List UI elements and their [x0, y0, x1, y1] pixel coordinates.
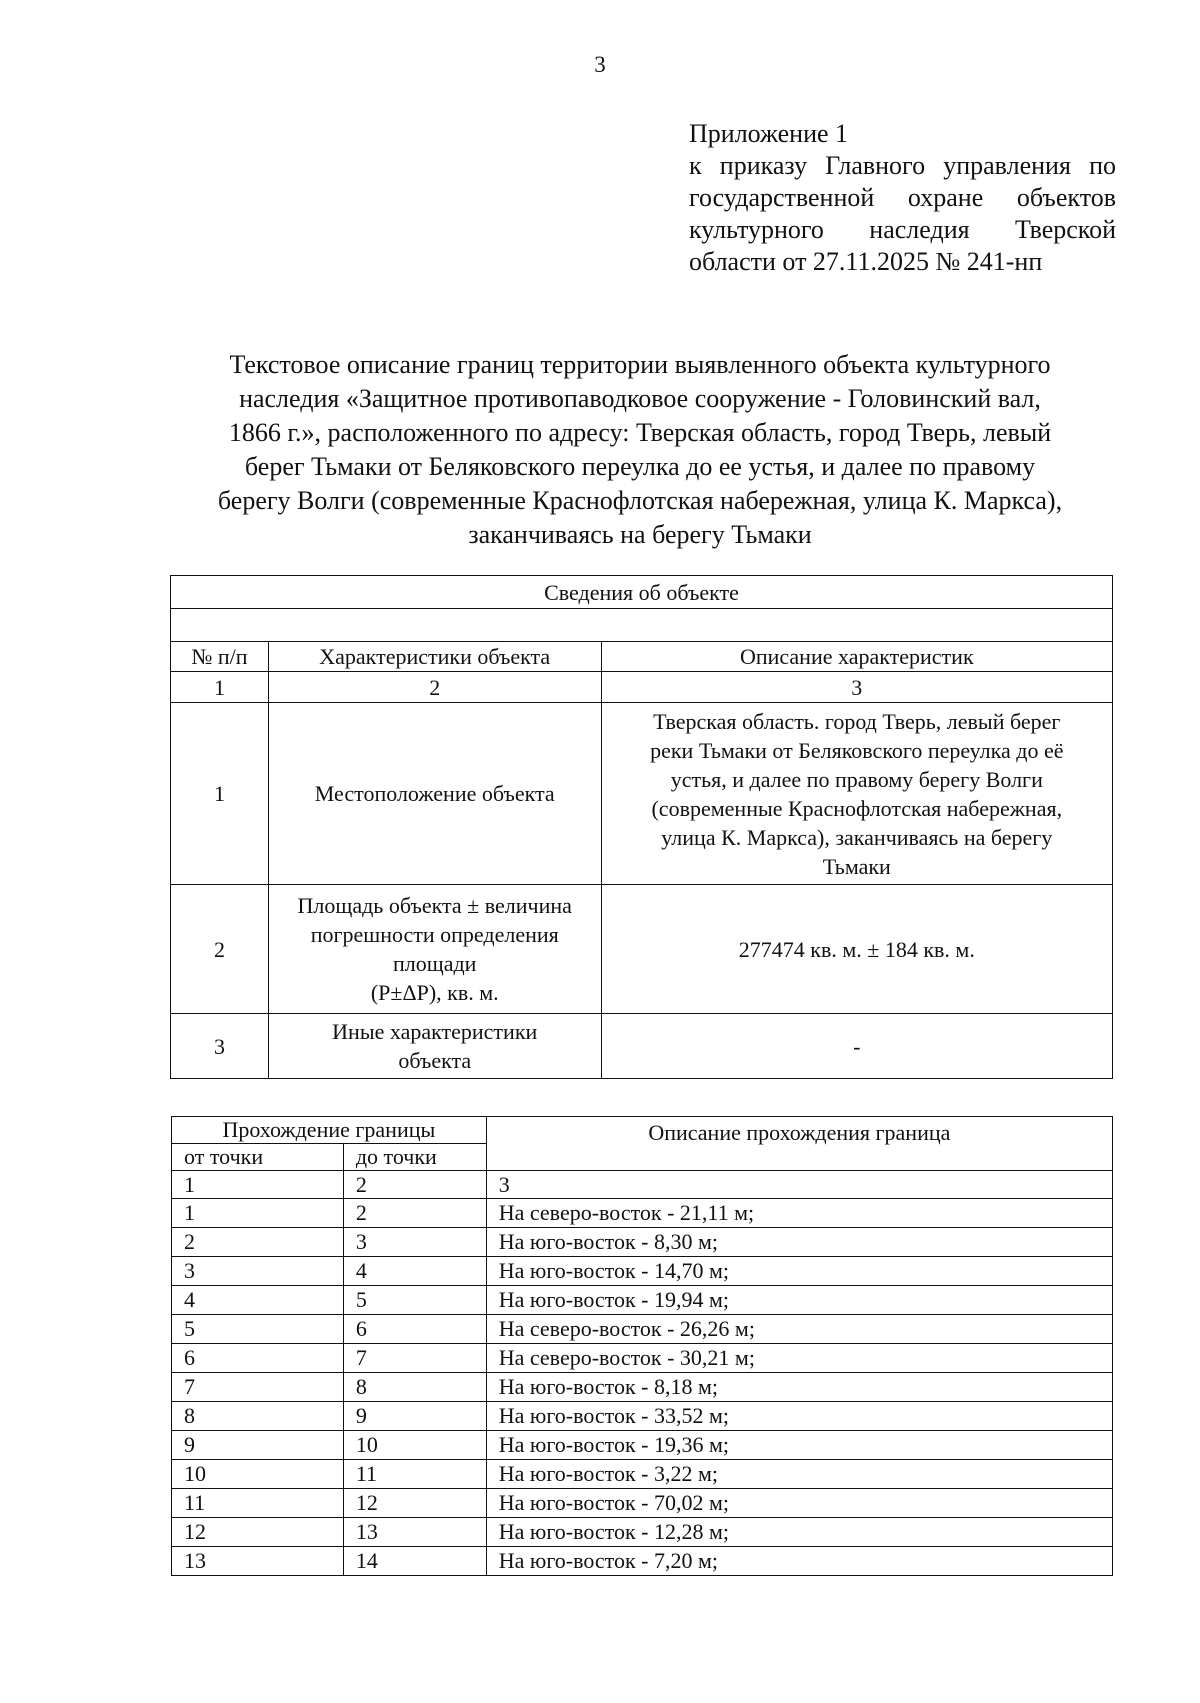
to-point: 7	[343, 1344, 486, 1373]
table-row	[172, 1344, 1113, 1373]
from-point: 4	[172, 1286, 344, 1315]
row-characteristic	[268, 1014, 601, 1079]
boundary-numbering-row	[172, 1171, 1113, 1199]
cell-line: улица К. Маркса), заканчиваясь на берегу	[661, 824, 1053, 850]
from-point: 9	[172, 1431, 344, 1460]
from-point: 10	[172, 1460, 344, 1489]
empty-row	[171, 609, 1113, 642]
boundary-description: На юго-восток - 3,22 м;	[486, 1460, 1112, 1489]
header-characteristic: Характеристики объекта	[268, 642, 601, 672]
boundary-description: На юго-восток - 8,18 м;	[486, 1373, 1112, 1402]
cell-line: Тьмаки	[822, 853, 891, 879]
to-point: 10	[343, 1431, 486, 1460]
column-number-cell: 2	[343, 1171, 486, 1199]
table-row	[171, 885, 1113, 1014]
boundary-description: На северо-восток - 30,21 м;	[486, 1344, 1112, 1373]
boundary-description: На северо-восток - 26,26 м;	[486, 1315, 1112, 1344]
row-characteristic	[268, 703, 601, 885]
boundary-description: На юго-восток - 14,70 м;	[486, 1257, 1112, 1286]
title-line: наследия «Защитное противопаводковое сооружение - Головинский вал,	[239, 384, 1041, 413]
boundary-header-row	[172, 1117, 1113, 1144]
table-row	[172, 1402, 1113, 1431]
title-line: берегу Волги (современные Краснофлотская набережная, улица К. Маркса),	[217, 486, 1063, 515]
table-row	[172, 1315, 1113, 1344]
row-number: 1	[171, 703, 269, 885]
from-point: 2	[172, 1228, 344, 1257]
appendix-line: Приложение 1	[689, 119, 849, 148]
cell-line: площади	[393, 951, 477, 976]
cell-line: 277474 кв. м. ± 184 кв. м.	[738, 936, 975, 962]
column-number-cell: 2	[268, 672, 601, 703]
table-row	[171, 703, 1113, 885]
cell-line: Местоположение объекта	[314, 781, 555, 806]
boundary-description: На юго-восток - 12,28 м;	[486, 1518, 1112, 1547]
boundary-description: На юго-восток - 33,52 м;	[486, 1402, 1112, 1431]
boundary-description-header: Описание прохождения граница	[486, 1117, 1112, 1171]
table-row	[172, 1431, 1113, 1460]
column-number-cell: 1	[172, 1171, 344, 1199]
table-header-row	[171, 642, 1113, 672]
boundary-description: На юго-восток - 7,20 м;	[486, 1547, 1112, 1576]
from-point: 5	[172, 1315, 344, 1344]
table-row	[172, 1257, 1113, 1286]
header-description: Описание характеристик	[601, 642, 1112, 672]
from-point: 11	[172, 1489, 344, 1518]
table-row	[172, 1286, 1113, 1315]
from-point: 6	[172, 1344, 344, 1373]
table-row	[172, 1547, 1113, 1576]
header-number: № п/п	[171, 642, 269, 672]
appendix-line: культурного наследия Тверской	[689, 215, 1116, 244]
cell-line: Иные характеристики	[332, 1019, 538, 1044]
cell-line: (современные Краснофлотская набережная,	[651, 795, 1063, 821]
cell-line: объекта	[398, 1048, 472, 1073]
from-point: 12	[172, 1518, 344, 1547]
row-description	[601, 885, 1112, 1014]
cell-line: устья, и далее по правому берегу Волги	[670, 766, 1043, 792]
page-number: 3	[594, 52, 606, 77]
appendix-line: области от 27.11.2025 № 241-нп	[689, 247, 1043, 276]
from-point: 13	[172, 1547, 344, 1576]
row-number: 3	[171, 1014, 269, 1079]
column-number-cell: 3	[486, 1171, 1112, 1199]
empty-cell	[171, 609, 1113, 642]
from-point: 8	[172, 1402, 344, 1431]
title-line: берег Тьмаки от Беляковского переулка до ее устья, и далее по правому	[244, 452, 1036, 481]
table-row	[172, 1373, 1113, 1402]
table-row	[172, 1199, 1113, 1228]
to-point: 14	[343, 1547, 486, 1576]
to-point: 9	[343, 1402, 486, 1431]
row-description	[601, 703, 1112, 885]
title-line: Текстовое описание границ территории выявленного объекта культурного	[229, 350, 1051, 379]
appendix-line: государственной охране объектов	[689, 183, 1116, 212]
from-point: 1	[172, 1199, 344, 1228]
cell-line: реки Тьмаки от Беляковского переулка до её	[650, 737, 1064, 763]
table-row	[172, 1460, 1113, 1489]
to-point: 13	[343, 1518, 486, 1547]
table-row	[172, 1489, 1113, 1518]
to-point: 11	[343, 1460, 486, 1489]
boundary-group-header: Прохождение границы	[172, 1117, 487, 1144]
from-point-header: от точки	[172, 1144, 344, 1171]
document-title	[170, 348, 1110, 552]
cell-line: -	[853, 1033, 861, 1059]
to-point: 3	[343, 1228, 486, 1257]
column-number-row	[171, 672, 1113, 703]
boundary-description: На северо-восток - 21,11 м;	[486, 1199, 1112, 1228]
column-number-cell: 1	[171, 672, 269, 703]
table-row	[172, 1518, 1113, 1547]
to-point: 8	[343, 1373, 486, 1402]
column-number-cell: 3	[601, 672, 1112, 703]
table-row	[171, 1014, 1113, 1079]
boundary-description: На юго-восток - 19,94 м;	[486, 1286, 1112, 1315]
cell-line: (P±ΔP), кв. м.	[370, 980, 499, 1005]
table-row	[172, 1228, 1113, 1257]
boundary-description: На юго-восток - 70,02 м;	[486, 1489, 1112, 1518]
row-description	[601, 1014, 1112, 1079]
to-point-header: до точки	[343, 1144, 486, 1171]
appendix-header	[689, 118, 1116, 278]
to-point: 2	[343, 1199, 486, 1228]
boundary-description: На юго-восток - 8,30 м;	[486, 1228, 1112, 1257]
title-line: 1866 г.», расположенного по адресу: Тверская область, город Тверь, левый	[228, 418, 1052, 447]
cell-line: Площадь объекта ± величина	[297, 893, 572, 918]
cell-line: погрешности определения	[310, 922, 559, 947]
to-point: 6	[343, 1315, 486, 1344]
row-characteristic	[268, 885, 601, 1014]
to-point: 5	[343, 1286, 486, 1315]
object-info-table	[170, 575, 1113, 1079]
boundary-table	[171, 1116, 1113, 1576]
to-point: 4	[343, 1257, 486, 1286]
appendix-line: к приказу Главного управления по	[689, 151, 1116, 180]
title-line: заканчиваясь на берегу Тьмаки	[468, 520, 812, 549]
cell-line: Тверская область. город Тверь, левый берег	[653, 708, 1061, 734]
from-point: 7	[172, 1373, 344, 1402]
boundary-description: На юго-восток - 19,36 м;	[486, 1431, 1112, 1460]
object-info-caption: Сведения об объекте	[171, 576, 1113, 609]
table-caption-row	[171, 576, 1113, 609]
row-number: 2	[171, 885, 269, 1014]
from-point: 3	[172, 1257, 344, 1286]
to-point: 12	[343, 1489, 486, 1518]
